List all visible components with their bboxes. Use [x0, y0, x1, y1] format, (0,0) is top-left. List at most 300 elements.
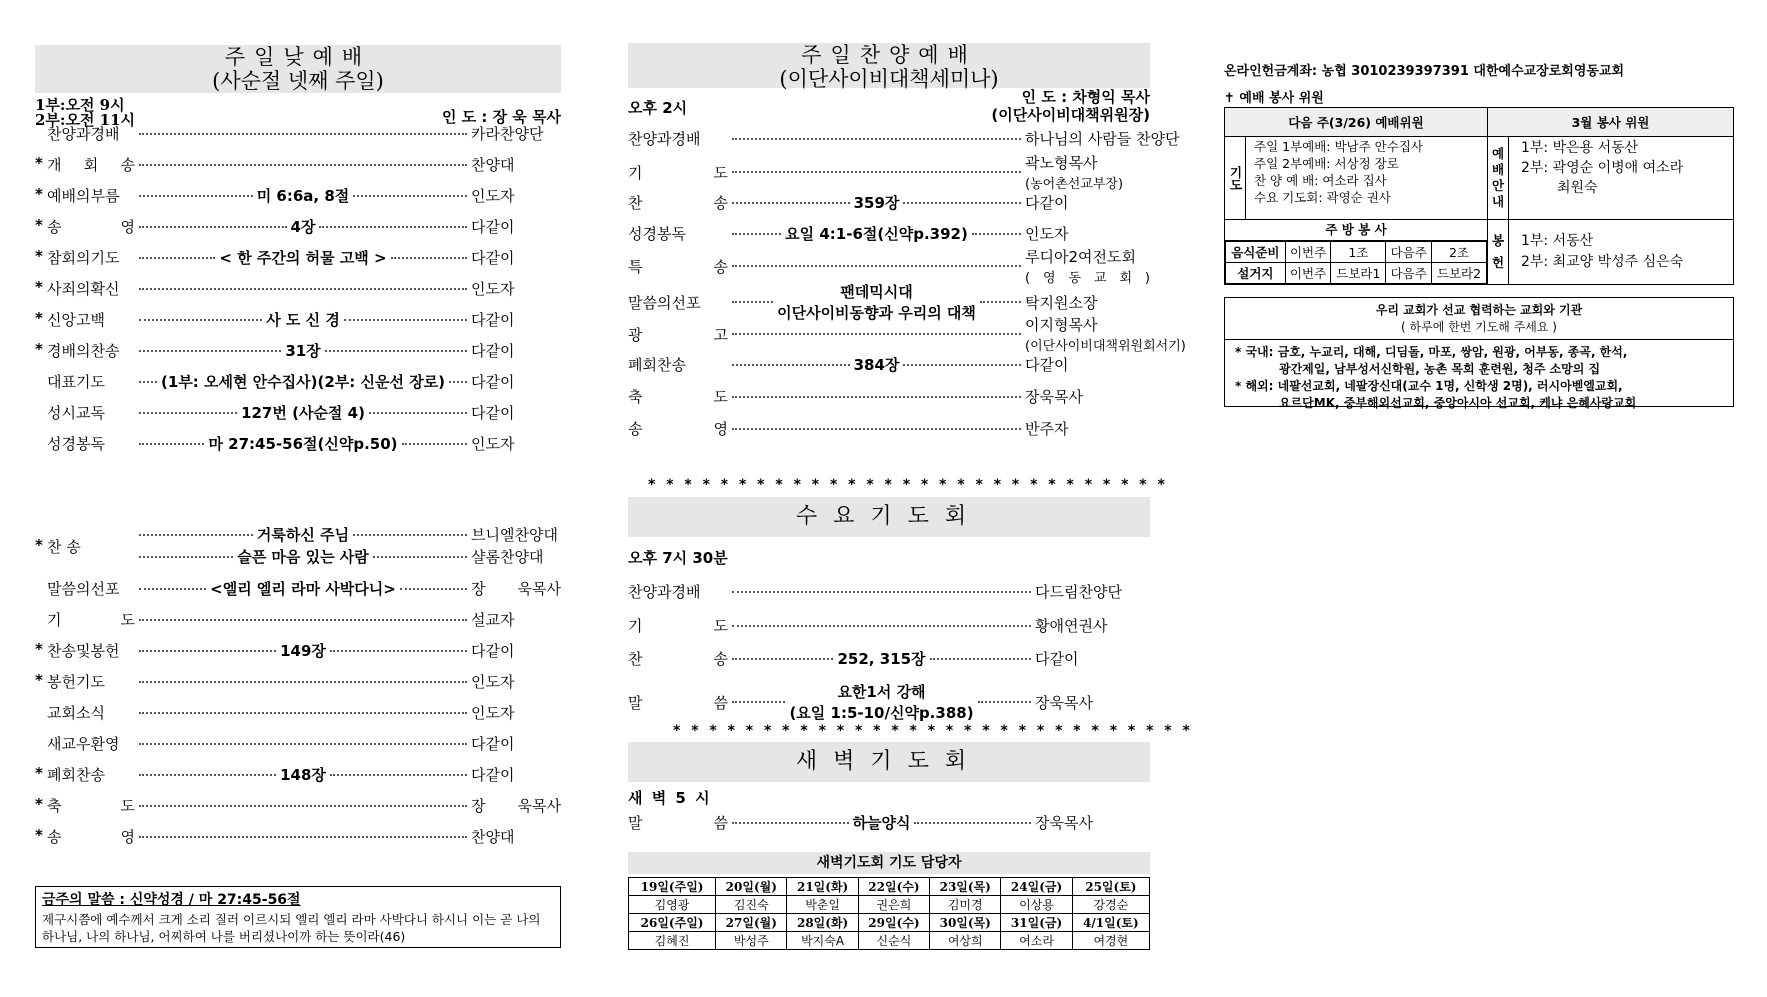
program-person: [1025, 354, 1150, 375]
dot-leader: [732, 265, 1021, 267]
program-row: [35, 216, 561, 237]
program-person-text: 다같이: [471, 373, 515, 391]
program-label-text: 참회의기도: [47, 249, 120, 267]
table-cell: 이상용: [1001, 896, 1072, 914]
program-person: [1025, 246, 1150, 286]
table-cell: 박지숙A: [787, 932, 858, 950]
program-person: [471, 247, 561, 268]
dot-leader: [903, 364, 1021, 366]
service-committee-title: ✝ 예배 봉사 위원: [1224, 91, 1324, 106]
required-star: [35, 733, 47, 754]
program-label: [628, 812, 728, 833]
program-row: [35, 733, 561, 754]
dot-leader: [139, 164, 467, 166]
program-label-text: 개 회 송: [47, 156, 135, 174]
program-detail: [291, 216, 316, 237]
program-detail-text-2: 이단사이비동향과 우리의 대책: [777, 304, 976, 322]
program-label: [628, 386, 728, 407]
dot-leader: [139, 588, 206, 590]
program-row: [35, 309, 561, 330]
table-row: [629, 932, 1150, 950]
sunday-worship-header: [35, 45, 561, 93]
program-label-text: 교회소식: [47, 704, 105, 722]
table-cell: 김혜진: [629, 932, 716, 950]
dot-leader: [373, 556, 467, 558]
program-row: [35, 764, 561, 785]
dot-leader: [139, 133, 467, 135]
program-person-text: 다같이: [1025, 356, 1069, 374]
program-label-text: 봉헌기도: [47, 673, 105, 691]
program-person-text: 인도자: [471, 704, 515, 722]
program-detail: [854, 192, 900, 213]
required-star: [35, 609, 47, 630]
program-person-sub: (농어촌선교부장): [1025, 177, 1124, 192]
dot-leader: [914, 822, 1031, 824]
mission-list: [1225, 340, 1733, 412]
program-label: [35, 247, 135, 268]
program-person-text: 다같이: [471, 249, 515, 267]
prayer-list: [1246, 137, 1488, 220]
table-row: [629, 896, 1150, 914]
table-cell: 다음주: [1386, 242, 1432, 263]
required-star: [35, 371, 47, 392]
program-person: [471, 578, 561, 599]
table-cell: 24일(금): [1001, 878, 1072, 896]
program-person-sub: (이단사이비대책위원회서기): [1025, 339, 1186, 354]
program-label: [35, 154, 135, 175]
program-label-text: 대표기도: [47, 373, 105, 391]
program-label-text: 경배의찬송: [47, 342, 120, 360]
guide-line: 2부: 곽영순 이병애 여소라: [1521, 160, 1684, 176]
sunday-worship-title: 주일낮예배: [224, 45, 372, 69]
required-star: [35, 402, 47, 423]
program-person: [471, 278, 561, 299]
praise-leader-role: (이단사이비대책위원장): [991, 106, 1150, 124]
dot-leader: [139, 650, 276, 652]
program-person-text: 하나님의 사람들 찬양단: [1025, 130, 1180, 148]
program-detail-text: 384장: [853, 356, 900, 374]
program-label-text: 새교우환영: [47, 735, 120, 753]
table-cell: 31일(금): [1001, 914, 1072, 932]
program-detail: [219, 247, 386, 268]
table-cell: 이번주: [1285, 263, 1331, 284]
program-person-text: 다같이: [471, 218, 515, 236]
program-detail-text: 사 도 신 경: [266, 311, 340, 329]
dot-leader: [139, 412, 237, 414]
dot-leader: [139, 774, 276, 776]
program-detail-text: 요일 4:1-6절(신약p.392): [785, 225, 968, 243]
program-row: [628, 223, 1150, 244]
wednesday-time: 오후 7시 30분: [628, 549, 728, 567]
dot-leader: [139, 226, 287, 228]
program-detail-text: 4장: [290, 218, 316, 236]
guide-label: 예배안내: [1488, 137, 1509, 220]
weekly-verse-title: 금주의 말씀 : 신약성경 / 마 27:45-56절: [42, 892, 301, 908]
prayer-line: 주일 2부예배: 서상정 장로: [1254, 156, 1399, 171]
program-label-text: 찬 송: [628, 194, 728, 212]
program-detail: [853, 812, 911, 833]
program-row: [628, 681, 1150, 723]
program-person: [471, 371, 561, 392]
dawn-prayer-header: 새벽기도회: [628, 742, 1150, 782]
program-person: [1035, 692, 1150, 713]
program-person: [1035, 648, 1150, 669]
weekly-verse-box: [35, 886, 561, 948]
program-row: [35, 671, 561, 692]
program-label: [35, 371, 135, 392]
program-person: [471, 402, 561, 423]
program-person-text: 반주자: [1025, 420, 1069, 438]
kitchen-cell: [1225, 220, 1488, 285]
table-row: [629, 878, 1150, 896]
program-detail-text: 127번 (사순절 4): [241, 404, 365, 422]
service-time-2: 2부:오전 11시: [35, 111, 136, 129]
mission-foreign-2: 요르단MK, 중부해외선교회, 중앙아시아 선교회, 케냐 은혜사랑교회: [1279, 396, 1637, 410]
program-label-text: 성경봉독: [47, 435, 105, 453]
program-detail-text: 31장: [285, 342, 321, 360]
program-label-text: 폐회찬송: [628, 356, 686, 374]
dot-leader: [139, 319, 262, 321]
program-label: [628, 354, 728, 375]
divider-stars: * * * * * * * * * * * * * * * * * * * * * * * * * * * * *: [648, 477, 1168, 493]
prayer-line: 주일 1부예배: 박남주 안수집사: [1254, 139, 1423, 154]
offer-line: 2부: 최교양 박성주 심은숙: [1521, 254, 1684, 270]
kitchen-header: 주 방 봉 사: [1225, 220, 1487, 241]
program-row: [628, 152, 1150, 192]
program-detail-text: 359장: [853, 194, 900, 212]
prayer-line: 수요 기도회: 곽영순 권사: [1254, 190, 1391, 205]
program-person-text: 찬양대: [471, 156, 515, 174]
program-person: [1035, 615, 1150, 636]
dot-leader: [972, 233, 1021, 235]
table-cell: 여경현: [1072, 932, 1149, 950]
program-detail: [785, 223, 968, 244]
praise-leader-name: 인 도 : 차형익 목사: [1021, 88, 1150, 106]
program-label-text: 말씀의선포: [628, 293, 701, 312]
next-week-header: 다음 주(3/26) 예배위원: [1225, 108, 1488, 137]
table-cell: 여소라: [1001, 932, 1072, 950]
program-label: [35, 278, 135, 299]
table-cell: 권은희: [858, 896, 929, 914]
program-label: [628, 648, 728, 669]
dot-leader: [978, 701, 1031, 703]
praise-time: 오후 2시: [628, 99, 688, 117]
program-label: [35, 671, 135, 692]
program-row: [35, 123, 561, 144]
dot-leader: [139, 743, 467, 745]
program-row: [628, 812, 1150, 833]
table-cell: 4/1일(토): [1072, 914, 1149, 932]
program-label-text: 찬 송: [47, 537, 81, 556]
program-row: [35, 371, 561, 392]
program-label-text: 말 씀: [628, 693, 728, 712]
program-detail: [854, 354, 900, 375]
required-star: *: [35, 340, 43, 358]
program-person: [1025, 386, 1150, 407]
dot-leader: [325, 350, 467, 352]
sunday-worship-column: [35, 0, 561, 997]
program-person-text: 인도자: [471, 280, 515, 298]
program-person: [471, 671, 561, 692]
program-label-text: 송 영: [47, 828, 135, 846]
program-person: [1025, 292, 1150, 313]
required-star: *: [35, 535, 43, 554]
dot-leader: [732, 333, 1021, 335]
program-detail: [266, 309, 340, 330]
dot-leader: [319, 226, 467, 228]
dot-leader: [353, 195, 467, 197]
program-person-text: 다같이: [471, 404, 515, 422]
required-star: *: [35, 826, 43, 844]
program-label: [628, 192, 728, 213]
program-person: [471, 609, 561, 630]
program-detail: [208, 433, 397, 454]
dot-leader: [732, 625, 1031, 627]
program-person: [471, 340, 561, 361]
mission-box: [1224, 297, 1734, 410]
program-person-text: 장 욱목사: [471, 580, 561, 598]
program-label: [35, 340, 135, 361]
table-cell: 강경순: [1072, 896, 1149, 914]
program-person: [471, 764, 561, 785]
table-cell: 김영광: [629, 896, 716, 914]
program-detail: [285, 340, 320, 361]
praise-leader: [991, 88, 1150, 124]
program-person-text: 곽노형목사: [1025, 154, 1098, 172]
program-label: [628, 292, 728, 313]
special-hymn: 거룩하신 주님: [256, 526, 350, 544]
program-person: [1025, 223, 1150, 244]
program-label: [35, 733, 135, 754]
program-person-text: 황애연권사: [1035, 617, 1108, 635]
table-cell: 설거지: [1226, 263, 1286, 284]
program-label-text: 예배의부름: [47, 187, 120, 205]
program-label: [35, 309, 135, 330]
program-label: [628, 615, 728, 636]
program-row: [628, 314, 1186, 354]
program-detail-text: <엘리 엘리 라마 사박다니>: [210, 580, 396, 598]
program-person-text: 루디아2여전도회: [1025, 248, 1136, 266]
special-choir: 브니엘찬양대: [471, 526, 558, 544]
program-row: [628, 128, 1180, 149]
program-label-text: 찬양과경배: [628, 130, 701, 148]
program-person-text: 다같이: [471, 766, 515, 784]
required-star: *: [35, 247, 43, 265]
required-star: [35, 433, 47, 454]
required-star: *: [35, 216, 43, 234]
program-row: [35, 826, 561, 847]
dot-leader: [139, 836, 467, 838]
program-detail: [789, 681, 973, 723]
program-label-text: 찬양과경배: [628, 583, 701, 601]
program-row-special: [35, 524, 561, 568]
program-row: [35, 278, 561, 299]
program-row: [35, 578, 561, 599]
program-label: [35, 216, 135, 237]
program-person-text: 인도자: [471, 435, 515, 453]
program-detail-text: 하늘양식: [852, 814, 911, 832]
table-cell: 23일(목): [930, 878, 1001, 896]
program-label: [35, 433, 135, 454]
program-person-text: 인도자: [471, 673, 515, 691]
program-label: [35, 609, 135, 630]
required-star: [35, 578, 47, 599]
program-label-text: 말 씀: [628, 814, 728, 832]
table-row: [1226, 263, 1487, 284]
program-row: [35, 247, 561, 268]
table-cell: 22일(수): [858, 878, 929, 896]
table-row: [1226, 242, 1487, 263]
program-person: [1025, 314, 1186, 354]
dot-leader: [139, 619, 467, 621]
dot-leader: [139, 195, 253, 197]
dot-leader: [139, 805, 467, 807]
dot-leader: [732, 658, 833, 660]
dot-leader: [139, 534, 253, 536]
guide-line: 최원숙: [1557, 180, 1598, 196]
praise-worship-column: [628, 0, 1193, 997]
table-cell: 20일(월): [716, 878, 787, 896]
program-detail-text-2: (요일 1:5-10/신약p.388): [789, 704, 974, 722]
program-label-text: 기 도: [47, 611, 135, 629]
table-cell: 21일(화): [787, 878, 858, 896]
offer-label: 봉헌: [1488, 220, 1509, 285]
program-row: [628, 386, 1150, 407]
special-line: [135, 546, 561, 568]
program-person: [471, 733, 561, 754]
kitchen-table: [1225, 241, 1487, 284]
sunday-worship-subtitle: (사순절 넷째 주일): [212, 69, 384, 93]
mission-domestic-2: 광간제일, 남부성서신학원, 농촌 목회 훈련원, 청주 소망의 집: [1279, 362, 1601, 376]
table-cell: 이번주: [1285, 242, 1331, 263]
program-row: [35, 609, 561, 630]
offer-line: 1부: 서동산: [1521, 233, 1594, 249]
required-star: *: [35, 309, 43, 327]
program-label: [35, 402, 135, 423]
program-label-text: 기 도: [628, 617, 728, 635]
program-row: [628, 246, 1150, 286]
program-label-text: 찬 송: [628, 650, 728, 668]
required-star: *: [35, 671, 43, 689]
table-cell: 음식준비: [1226, 242, 1286, 263]
dot-leader: [732, 138, 1021, 140]
program-person: [471, 185, 561, 206]
special-choir: 샬롬찬양대: [471, 548, 544, 566]
program-row: [628, 418, 1150, 439]
program-detail-text: < 한 주간의 허물 고백 >: [219, 249, 387, 267]
program-detail-text: 팬데믹시대: [840, 283, 913, 301]
program-label: [35, 826, 135, 847]
table-cell: 2조: [1432, 242, 1487, 263]
dot-leader: [353, 534, 467, 536]
program-person-text: 인도자: [471, 187, 515, 205]
program-row: [628, 192, 1150, 213]
dot-leader: [139, 681, 467, 683]
dot-leader: [139, 712, 467, 714]
dot-leader: [139, 257, 215, 259]
program-person-text: 다같이: [471, 311, 515, 329]
program-label-text: 기 도: [628, 163, 728, 182]
worship-leader: 인 도 : 장 욱 목사: [441, 108, 561, 126]
program-detail-text: 252, 315장: [837, 650, 926, 668]
program-person: [1025, 152, 1150, 192]
dot-leader: [732, 364, 850, 366]
service-time-1: 1부:오전 9시: [35, 96, 125, 114]
program-label-text: 성시교독: [47, 404, 105, 422]
required-star: *: [35, 154, 43, 172]
program-label-text: 신앙고백: [47, 311, 105, 329]
program-person-text: 다같이: [1025, 194, 1069, 212]
dot-leader: [344, 319, 467, 321]
program-person-text: 장욱목사: [1035, 693, 1093, 712]
program-label-text: 찬양과경배: [47, 125, 120, 143]
program-detail-text: 마 27:45-56절(신약p.50): [208, 435, 398, 453]
praise-worship-subtitle: (이단사이비대책세미나): [779, 67, 999, 91]
program-detail: [161, 371, 445, 392]
required-star: [35, 123, 47, 144]
dot-leader: [139, 381, 157, 383]
program-person-text: 다같이: [471, 642, 515, 660]
dot-leader: [732, 822, 849, 824]
table-cell: 25일(토): [1072, 878, 1149, 896]
program-detail: [241, 402, 365, 423]
program-person: [1025, 128, 1180, 149]
program-label: [35, 536, 135, 557]
program-label-text: 송 영: [47, 218, 135, 236]
program-label: [35, 640, 135, 661]
table-cell: 26일(주일): [629, 914, 716, 932]
dot-leader: [930, 658, 1031, 660]
table-cell: 다음주: [1386, 263, 1432, 284]
praise-worship-header: [628, 43, 1150, 91]
table-cell: 29일(수): [858, 914, 929, 932]
program-person-text: 이지형목사: [1025, 316, 1098, 334]
program-person: [471, 309, 561, 330]
program-detail: [837, 648, 925, 669]
table-cell: 19일(주일): [629, 878, 716, 896]
program-label: [628, 256, 728, 277]
service-committee-table: [1224, 107, 1734, 285]
table-cell: 28일(화): [787, 914, 858, 932]
program-person-text: 다같이: [1035, 650, 1079, 668]
program-person: [471, 433, 561, 454]
dot-leader: [732, 301, 773, 303]
program-label-text: 광 고: [628, 325, 728, 344]
program-label-text: 송 영: [628, 420, 728, 438]
table-cell: 여상희: [930, 932, 1001, 950]
program-detail-text: 미 6:6a, 8절: [256, 187, 350, 205]
table-cell: 27일(월): [716, 914, 787, 932]
program-person: [471, 216, 561, 237]
dawn-table-title: 새벽기도회 기도 담당자: [628, 852, 1150, 874]
program-detail-text: 요한1서 강해: [837, 683, 926, 701]
program-person-text: 설교자: [471, 611, 515, 629]
program-row: [35, 154, 561, 175]
dot-leader: [400, 588, 467, 590]
dot-leader: [732, 171, 1021, 173]
dawn-time: 새 벽 5 시: [628, 789, 712, 807]
table-cell: 김미경: [930, 896, 1001, 914]
dot-leader: [139, 350, 281, 352]
table-row: [629, 914, 1150, 932]
program-label: [628, 581, 728, 602]
dot-leader: [369, 412, 467, 414]
program-detail-text: (1부: 오세현 안수집사)(2부: 신운선 장로): [160, 373, 446, 391]
program-person: [471, 640, 561, 661]
program-person: [471, 154, 561, 175]
dot-leader: [139, 288, 467, 290]
dot-leader: [391, 257, 467, 259]
